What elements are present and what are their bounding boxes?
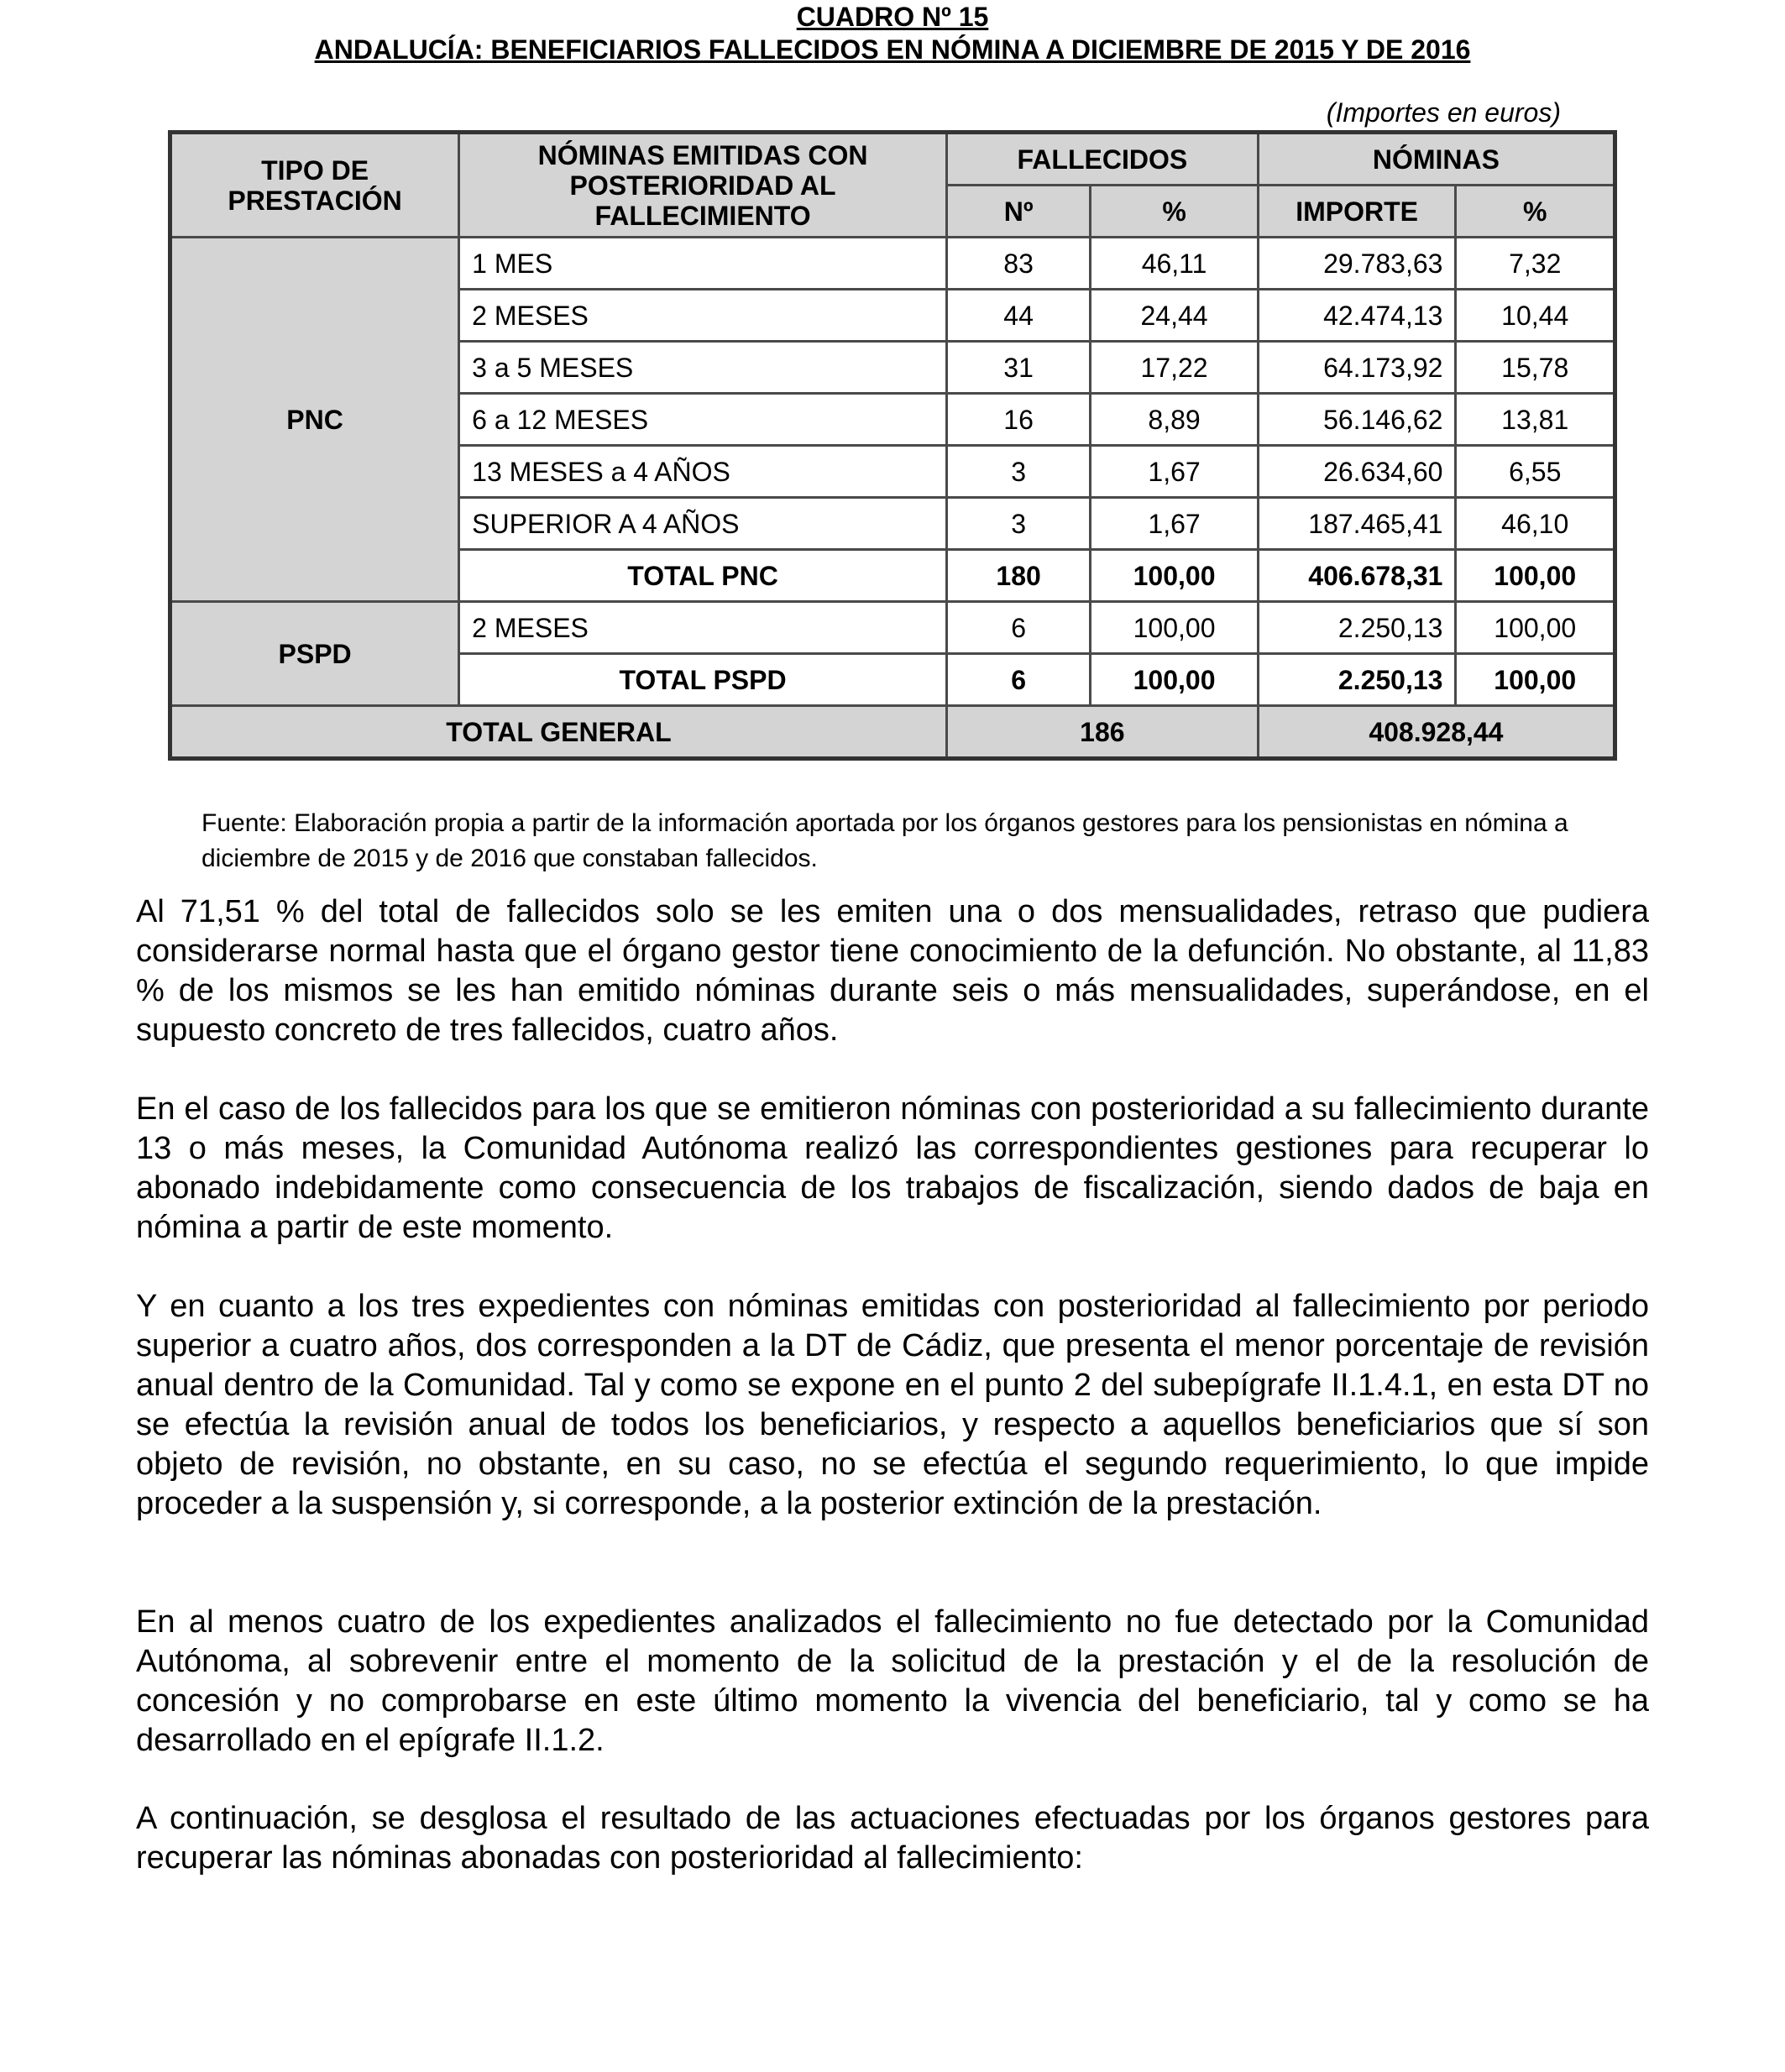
cell-n: 6 bbox=[946, 602, 1090, 654]
cell-periodo: 6 a 12 MESES bbox=[459, 394, 947, 446]
cell-periodo: 2 MESES bbox=[459, 602, 947, 654]
cell-pct: 1,67 bbox=[1091, 446, 1259, 498]
cell-importe: 187.465,41 bbox=[1258, 498, 1456, 550]
paragraph-2: En el caso de los fallecidos para los que se emitieron nóminas con posterioridad a su fallecimiento durante 13 o más meses, la Comunidad Autónoma realizó las correspondientes gestiones para recuperar lo abonado indebidamente como consecuencia de los trabajos de fiscalización, siendo dados de baja en nómina a partir de este momento. bbox=[136, 1091, 1649, 1245]
grand-total-n: 186 bbox=[946, 706, 1258, 759]
cell-pct-importe: 6,55 bbox=[1456, 446, 1615, 498]
header-pct: % bbox=[1091, 186, 1259, 238]
header-nominas: NÓMINAS bbox=[1258, 133, 1615, 186]
cell-n: 31 bbox=[946, 342, 1090, 394]
cell-pct-importe: 100,00 bbox=[1456, 602, 1615, 654]
cell-pct-importe: 15,78 bbox=[1456, 342, 1615, 394]
cell-periodo: 2 MESES bbox=[459, 290, 947, 342]
header-fallecidos: FALLECIDOS bbox=[946, 133, 1258, 186]
cell-importe: 42.474,13 bbox=[1258, 290, 1456, 342]
cell-pct: 1,67 bbox=[1091, 498, 1259, 550]
header-importe: IMPORTE bbox=[1258, 186, 1456, 238]
header-num: Nº bbox=[946, 186, 1090, 238]
header-tipo: TIPO DE PRESTACIÓN bbox=[170, 133, 459, 238]
cell-n: 16 bbox=[946, 394, 1090, 446]
total-importe: 406.678,31 bbox=[1258, 550, 1456, 602]
grand-total-row bbox=[170, 706, 1615, 759]
cell-pct: 8,89 bbox=[1091, 394, 1259, 446]
total-pct: 100,00 bbox=[1091, 550, 1259, 602]
total-pct-importe: 100,00 bbox=[1456, 550, 1615, 602]
cell-pct-importe: 10,44 bbox=[1456, 290, 1615, 342]
cell-pct-importe: 7,32 bbox=[1456, 238, 1615, 290]
paragraph-3: Y en cuanto a los tres expedientes con nóminas emitidas con posterioridad al fallecimiento por periodo superior a cuatro años, dos corresponden a la DT de Cádiz, que presenta el menor porcentaje de revisión anual dentro de la Comunidad. Tal y como se expone en el punto 2 del subepígrafe II.1.4.1, en esta DT no se efectúa la revisión anual de todos los beneficiarios, y respecto a aquellos beneficiarios que sí son objeto de revisión, no obstante, en su caso, no se efectúa el segundo requerimiento, lo que impide proceder a la suspensión y, si corresponde, a la posterior extinción de la prestación. bbox=[136, 1289, 1649, 1521]
paragraph-4: En al menos cuatro de los expedientes analizados el fallecimiento no fue detectado por la Comunidad Autónoma, al sobrevenir entre el momento de la solicitud de la prestación y el de la resolución de concesión y no comprobarse en este último momento la vivencia del beneficiario, tal y como se ha desarrollado en el epígrafe II.1.2. bbox=[136, 1604, 1649, 1758]
cell-n: 3 bbox=[946, 446, 1090, 498]
cell-pct: 100,00 bbox=[1091, 602, 1259, 654]
grand-total-label: TOTAL GENERAL bbox=[170, 706, 947, 759]
total-label: TOTAL PNC bbox=[459, 550, 947, 602]
total-pct: 100,00 bbox=[1091, 654, 1259, 706]
cell-importe: 26.634,60 bbox=[1258, 446, 1456, 498]
table-row bbox=[170, 602, 1615, 654]
total-importe: 2.250,13 bbox=[1258, 654, 1456, 706]
cell-n: 83 bbox=[946, 238, 1090, 290]
total-n: 6 bbox=[946, 654, 1090, 706]
group-label-pspd: PSPD bbox=[170, 602, 459, 706]
cell-n: 3 bbox=[946, 498, 1090, 550]
cell-periodo: 3 a 5 MESES bbox=[459, 342, 947, 394]
cell-periodo: 13 MESES a 4 AÑOS bbox=[459, 446, 947, 498]
cell-pct: 24,44 bbox=[1091, 290, 1259, 342]
cell-pct-importe: 46,10 bbox=[1456, 498, 1615, 550]
cell-importe: 29.783,63 bbox=[1258, 238, 1456, 290]
table-source-note: Fuente: Elaboración propia a partir de la información aportada por los órganos gestores para los pensionistas en nómina a diciembre de 2015 y de 2016 que constaban fallecidos. bbox=[202, 809, 1568, 872]
total-pct-importe: 100,00 bbox=[1456, 654, 1615, 706]
table-title: ANDALUCÍA: BENEFICIARIOS FALLECIDOS EN NÓMINA A DICIEMBRE DE 2015 Y DE 2016 bbox=[314, 34, 1471, 65]
cell-importe: 56.146,62 bbox=[1258, 394, 1456, 446]
cell-pct: 17,22 bbox=[1091, 342, 1259, 394]
paragraph-5: A continuación, se desglosa el resultado de las actuaciones efectuadas por los órganos gestores para recuperar las nóminas abonadas con posterioridad al fallecimiento: bbox=[136, 1801, 1649, 1876]
cell-periodo: SUPERIOR A 4 AÑOS bbox=[459, 498, 947, 550]
table-row bbox=[170, 238, 1615, 290]
units-note: (Importes en euros) bbox=[1326, 97, 1561, 128]
total-n: 180 bbox=[946, 550, 1090, 602]
cell-periodo: 1 MES bbox=[459, 238, 947, 290]
header-pct-importe: % bbox=[1456, 186, 1615, 238]
cell-pct-importe: 13,81 bbox=[1456, 394, 1615, 446]
cell-importe: 2.250,13 bbox=[1258, 602, 1456, 654]
cell-pct: 46,11 bbox=[1091, 238, 1259, 290]
paragraph-1: Al 71,51 % del total de fallecidos solo se les emiten una o dos mensualidades, retraso que pudiera considerarse normal hasta que el órgano gestor tiene conocimiento de la defunción. No obstante, al 11,83 % de los mismos se les han emitido nóminas durante seis o más mensualidades, superándose, en el supuesto concreto de tres fallecidos, cuatro años. bbox=[136, 894, 1649, 1048]
cell-importe: 64.173,92 bbox=[1258, 342, 1456, 394]
group-label-pnc: PNC bbox=[170, 238, 459, 602]
beneficiaries-table bbox=[168, 130, 1617, 761]
table-title-number: CUADRO Nº 15 bbox=[796, 2, 989, 32]
grand-total-importe: 408.928,44 bbox=[1258, 706, 1615, 759]
header-nominas-emitidas: NÓMINAS EMITIDAS CON POSTERIORIDAD AL FALLECIMIENTO bbox=[459, 133, 947, 238]
total-label: TOTAL PSPD bbox=[459, 654, 947, 706]
cell-n: 44 bbox=[946, 290, 1090, 342]
